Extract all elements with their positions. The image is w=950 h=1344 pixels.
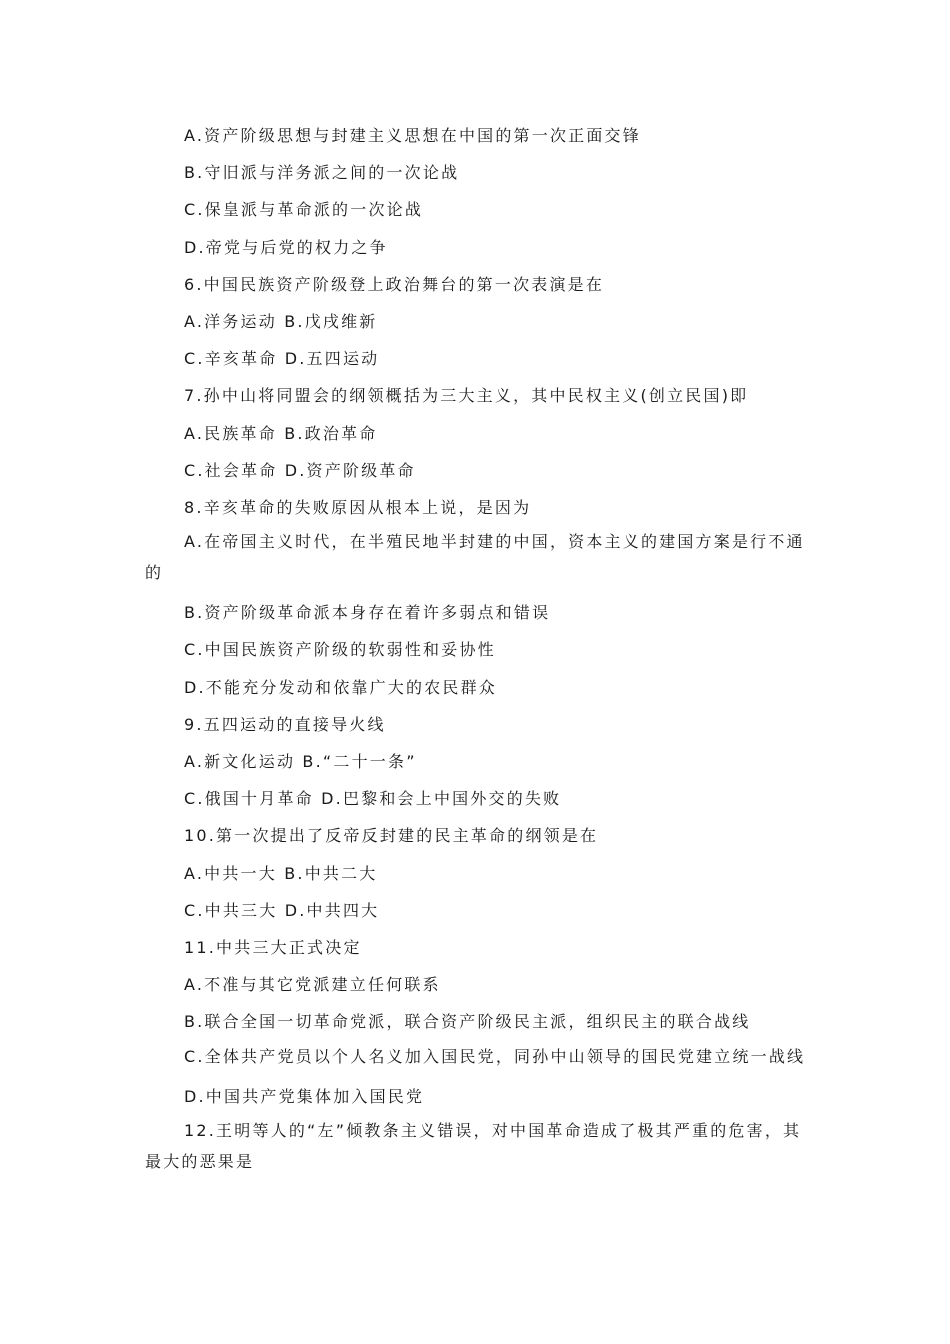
option-line: C.辛亥革命 D.五四运动: [184, 349, 380, 369]
question-line: 12.王明等人的“左”倾教条主义错误，对中国革命造成了极其严重的危害，其最大的恶果是: [145, 1120, 802, 1171]
option-line: A.中共一大 B.中共二大: [184, 863, 378, 883]
question-line: 10.第一次提出了反帝反封建的民主革命的纲领是在: [184, 826, 599, 846]
question-text-body: [145, 117, 810, 1183]
option-line: B.守旧派与洋务派之间的一次论战: [184, 163, 460, 183]
option-line: D.帝党与后党的权力之争: [184, 237, 388, 257]
option-line: A.不准与其它党派建立任何联系: [184, 975, 441, 995]
option-line: D.中国共产党集体加入国民党: [184, 1086, 425, 1106]
question-line: 7.孙中山将同盟会的纲领概括为三大主义，其中民权主义(创立民国)即: [184, 386, 749, 406]
option-line: C.俄国十月革命 D.巴黎和会上中国外交的失败: [184, 789, 562, 809]
option-line: A.洋务运动 B.戊戌维新: [184, 312, 378, 332]
option-line: B.资产阶级革命派本身存在着许多弱点和错误: [184, 603, 551, 623]
question-line: 6.中国民族资产阶级登上政治舞台的第一次表演是在: [184, 274, 605, 294]
option-line: C.中国民族资产阶级的软弱性和妥协性: [184, 640, 496, 660]
option-line: A.新文化运动 B.“二十一条”: [184, 752, 417, 772]
option-line: C.保皇派与革命派的一次论战: [184, 200, 424, 220]
question-line: 9.五四运动的直接导火线: [184, 714, 386, 734]
option-line: C.社会革命 D.资产阶级革命: [184, 460, 416, 480]
option-line: A.在帝国主义时代，在半殖民地半封建的中国，资本主义的建国方案是行不通的: [145, 532, 805, 583]
question-line: 11.中共三大正式决定: [184, 938, 362, 958]
option-line: B.联合全国一切革命党派，联合资产阶级民主派，组织民主的联合战线: [184, 1012, 751, 1032]
option-line: C.中共三大 D.中共四大: [184, 900, 380, 920]
question-line: 8.辛亥革命的失败原因从根本上说，是因为: [184, 498, 532, 518]
option-line: C.全体共产党员以个人名义加入国民党，同孙中山领导的国民党建立统一战线: [184, 1046, 806, 1066]
option-line: D.不能充分发动和依靠广大的农民群众: [184, 677, 498, 697]
option-line: A.民族革命 B.政治革命: [184, 423, 378, 443]
option-line: A.资产阶级思想与封建主义思想在中国的第一次正面交锋: [184, 126, 641, 145]
